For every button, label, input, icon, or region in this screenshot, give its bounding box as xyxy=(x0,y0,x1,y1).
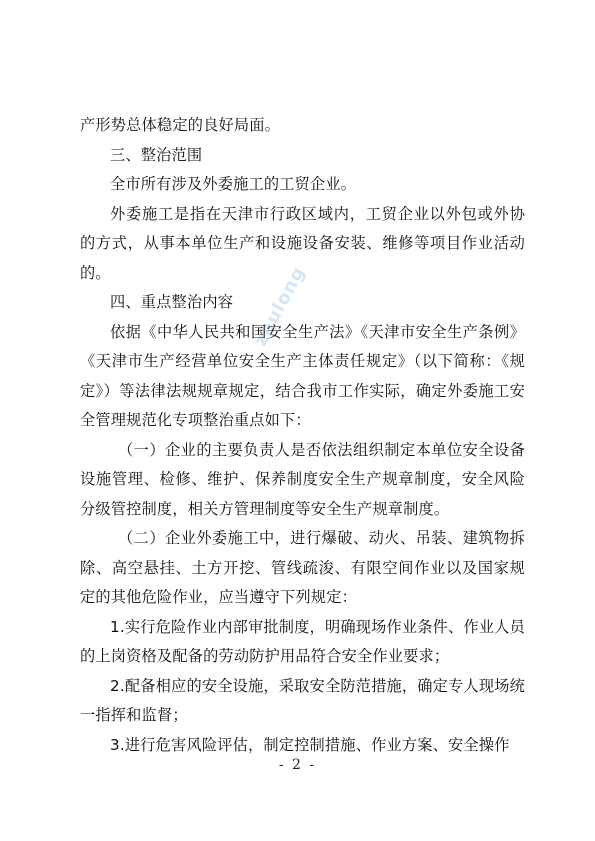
paragraph-subitem-2: 2.配备相应的安全设施，采取安全防范措施，确定专人现场统一指挥和监督； xyxy=(80,676,525,724)
paragraph-subitem-1: 1.实行危险作业内部审批制度，明确现场作业条件、作业人员的上岗资格及配备的劳动防护用品符合安全作业要求； xyxy=(80,617,525,665)
paragraph-scope: 全市所有涉及外委施工的工贸企业。 xyxy=(110,175,357,193)
section-heading-scope: 三、整治范围 xyxy=(110,145,203,164)
watermark: zhulong xyxy=(250,262,310,350)
paragraph-subitem-3: 3.进行危害风险评估，制定控制措施、作业方案、安全操作 xyxy=(110,735,510,754)
document-body xyxy=(80,111,525,760)
paragraph-continuation: 产形势总体稳定的良好局面。 xyxy=(80,116,281,134)
paragraph-legal-basis: 依据《中华人民共和国安全生产法》《天津市安全生产条例》《天津市生产经营单位安全生产主体责任规定》（以下简称：《规定》）等法律法规规章规定，结合我市工作实际，确定外委施工安全管理规范化专项整治重点如下： xyxy=(80,322,525,429)
paragraph-item-two: （二）企业外委施工中，进行爆破、动火、吊装、建筑物拆除、高空悬挂、土方开挖、管线疏浚、有限空间作业以及国家规定的其他危险作业，应当遵守下列规定： xyxy=(80,529,525,606)
paragraph-definition: 外委施工是指在天津市行政区域内，工贸企业以外包或外协的方式，从事本单位生产和设施设备安装、维修等项目作业活动的。 xyxy=(80,204,525,282)
paragraph-item-one: （一）企业的主要负责人是否依法组织制定本单位安全设备设施管理、检修、维护、保养制度安全生产规章制度，安全风险分级管控制度，相关方管理制度等安全生产规章制度。 xyxy=(80,440,525,518)
page-number: - 2 - xyxy=(278,757,317,773)
section-heading-key-content: 四、重点整治内容 xyxy=(110,293,234,311)
